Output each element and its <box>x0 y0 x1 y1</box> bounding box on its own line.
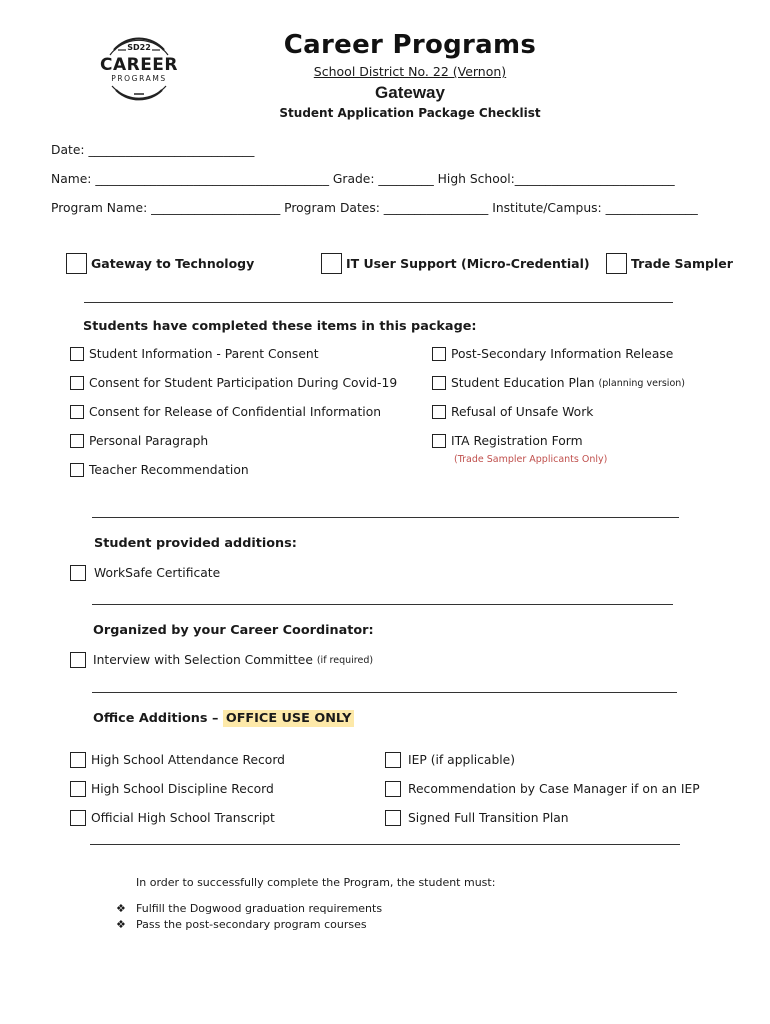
item-label: Student Information - Parent Consent <box>89 347 319 361</box>
item-label: Interview with Selection Committee <box>93 653 313 667</box>
checklist-item[interactable] <box>432 376 685 390</box>
office-use-only-badge: OFFICE USE ONLY <box>223 710 355 727</box>
checklist-item[interactable] <box>385 752 515 768</box>
checklist-item[interactable] <box>70 463 249 477</box>
district-name: School District No. 22 (Vernon) <box>313 64 507 79</box>
checkbox[interactable] <box>70 434 84 448</box>
checkbox[interactable] <box>385 810 401 826</box>
bullet-icon: ❖ <box>116 918 126 931</box>
program-subtitle: Gateway <box>375 83 445 102</box>
program-option-it-support[interactable] <box>321 253 590 274</box>
item-note: (planning version) <box>598 377 685 389</box>
checkbox[interactable] <box>432 376 446 390</box>
checklist-item[interactable] <box>70 434 208 448</box>
item-label: Recommendation by Case Manager if on an IEP <box>408 782 700 796</box>
program-option-gateway[interactable] <box>66 253 254 274</box>
requirement-text: Pass the post-secondary program courses <box>136 918 367 931</box>
item-label: Personal Paragraph <box>89 434 209 448</box>
checkbox[interactable] <box>432 347 446 361</box>
checkbox[interactable] <box>70 463 84 477</box>
item-label: Post-Secondary Information Release <box>451 347 674 361</box>
item-label: Signed Full Transition Plan <box>408 811 569 825</box>
logo-main-text: CAREER <box>99 55 179 75</box>
checklist-item[interactable] <box>70 752 285 768</box>
item-label: Refusal of Unsafe Work <box>451 405 594 419</box>
page-title: Career Programs <box>283 30 537 60</box>
item-label: High School Attendance Record <box>91 753 285 767</box>
coordinator-heading: Organized by your Career Coordinator: <box>93 623 374 638</box>
checklist-item[interactable] <box>70 652 373 668</box>
checklist-item[interactable] <box>70 565 220 581</box>
item-label: WorkSafe Certificate <box>94 566 221 580</box>
checklist-item[interactable] <box>70 810 275 826</box>
checkbox[interactable] <box>432 405 446 419</box>
checkbox[interactable] <box>70 347 84 361</box>
item-label: Consent for Release of Confidential Information <box>89 405 382 419</box>
divider <box>90 844 680 845</box>
program-label: IT User Support (Micro-Credential) <box>346 256 590 271</box>
office-heading <box>93 711 354 726</box>
checkbox[interactable] <box>70 405 84 419</box>
item-label: Official High School Transcript <box>91 811 275 825</box>
program-label: Gateway to Technology <box>91 256 255 271</box>
checkbox[interactable] <box>385 781 401 797</box>
divider <box>92 517 679 518</box>
divider <box>92 692 677 693</box>
checkbox[interactable] <box>385 752 401 768</box>
checklist-item[interactable] <box>70 405 381 419</box>
completion-intro: In order to successfully complete the Program, the student must: <box>136 876 496 889</box>
form-title: Student Application Package Checklist <box>279 106 541 120</box>
requirement-text: Fulfill the Dogwood graduation requirements <box>136 902 383 915</box>
checkbox[interactable] <box>321 253 342 274</box>
checkbox[interactable] <box>606 253 627 274</box>
item-note: (if required) <box>316 654 374 666</box>
checklist-item[interactable] <box>385 781 700 797</box>
name-grade-school-field[interactable]: Name: ______________________________________ Grade: _________ High School:__________________________ <box>51 172 675 186</box>
checklist-item[interactable] <box>432 405 593 419</box>
office-heading-prefix: Office Additions – <box>93 711 223 726</box>
ita-note: (Trade Sampler Applicants Only) <box>454 454 608 465</box>
checklist-item[interactable] <box>70 347 319 361</box>
requirement-item <box>116 902 382 915</box>
item-label: Student Education Plan <box>451 376 595 390</box>
logo-sub-text: PROGRAMS <box>111 74 167 83</box>
checkbox[interactable] <box>70 376 84 390</box>
requirement-item <box>116 918 367 931</box>
completed-heading: Students have completed these items in this package: <box>83 319 477 334</box>
item-label: High School Discipline Record <box>91 782 274 796</box>
checkbox[interactable] <box>70 565 86 581</box>
program-option-trade-sampler[interactable] <box>606 253 733 274</box>
bullet-icon: ❖ <box>116 902 126 915</box>
career-programs-logo <box>96 30 182 106</box>
item-label: IEP (if applicable) <box>408 753 516 767</box>
checkbox[interactable] <box>70 810 86 826</box>
divider <box>92 604 673 605</box>
item-label: Consent for Student Participation During Covid-19 <box>89 376 398 390</box>
item-label: ITA Registration Form <box>451 434 583 448</box>
program-details-field[interactable]: Program Name: _____________________ Program Dates: _________________ Institute/Campus: _______________ <box>51 201 698 215</box>
checkbox[interactable] <box>70 752 86 768</box>
student-additions-heading: Student provided additions: <box>94 536 297 551</box>
checkbox[interactable] <box>432 434 446 448</box>
date-field[interactable]: Date: ___________________________ <box>51 143 255 157</box>
checkbox[interactable] <box>66 253 87 274</box>
checklist-item[interactable] <box>385 810 569 826</box>
checklist-item[interactable] <box>70 376 397 390</box>
item-label: Teacher Recommendation <box>89 463 249 477</box>
program-label: Trade Sampler <box>631 256 733 271</box>
checkbox[interactable] <box>70 781 86 797</box>
checklist-item[interactable] <box>70 781 274 797</box>
checklist-item[interactable] <box>432 434 583 448</box>
logo-top-text: SD22 <box>127 43 151 52</box>
divider <box>84 302 673 303</box>
checklist-item[interactable] <box>432 347 673 361</box>
checkbox[interactable] <box>70 652 86 668</box>
